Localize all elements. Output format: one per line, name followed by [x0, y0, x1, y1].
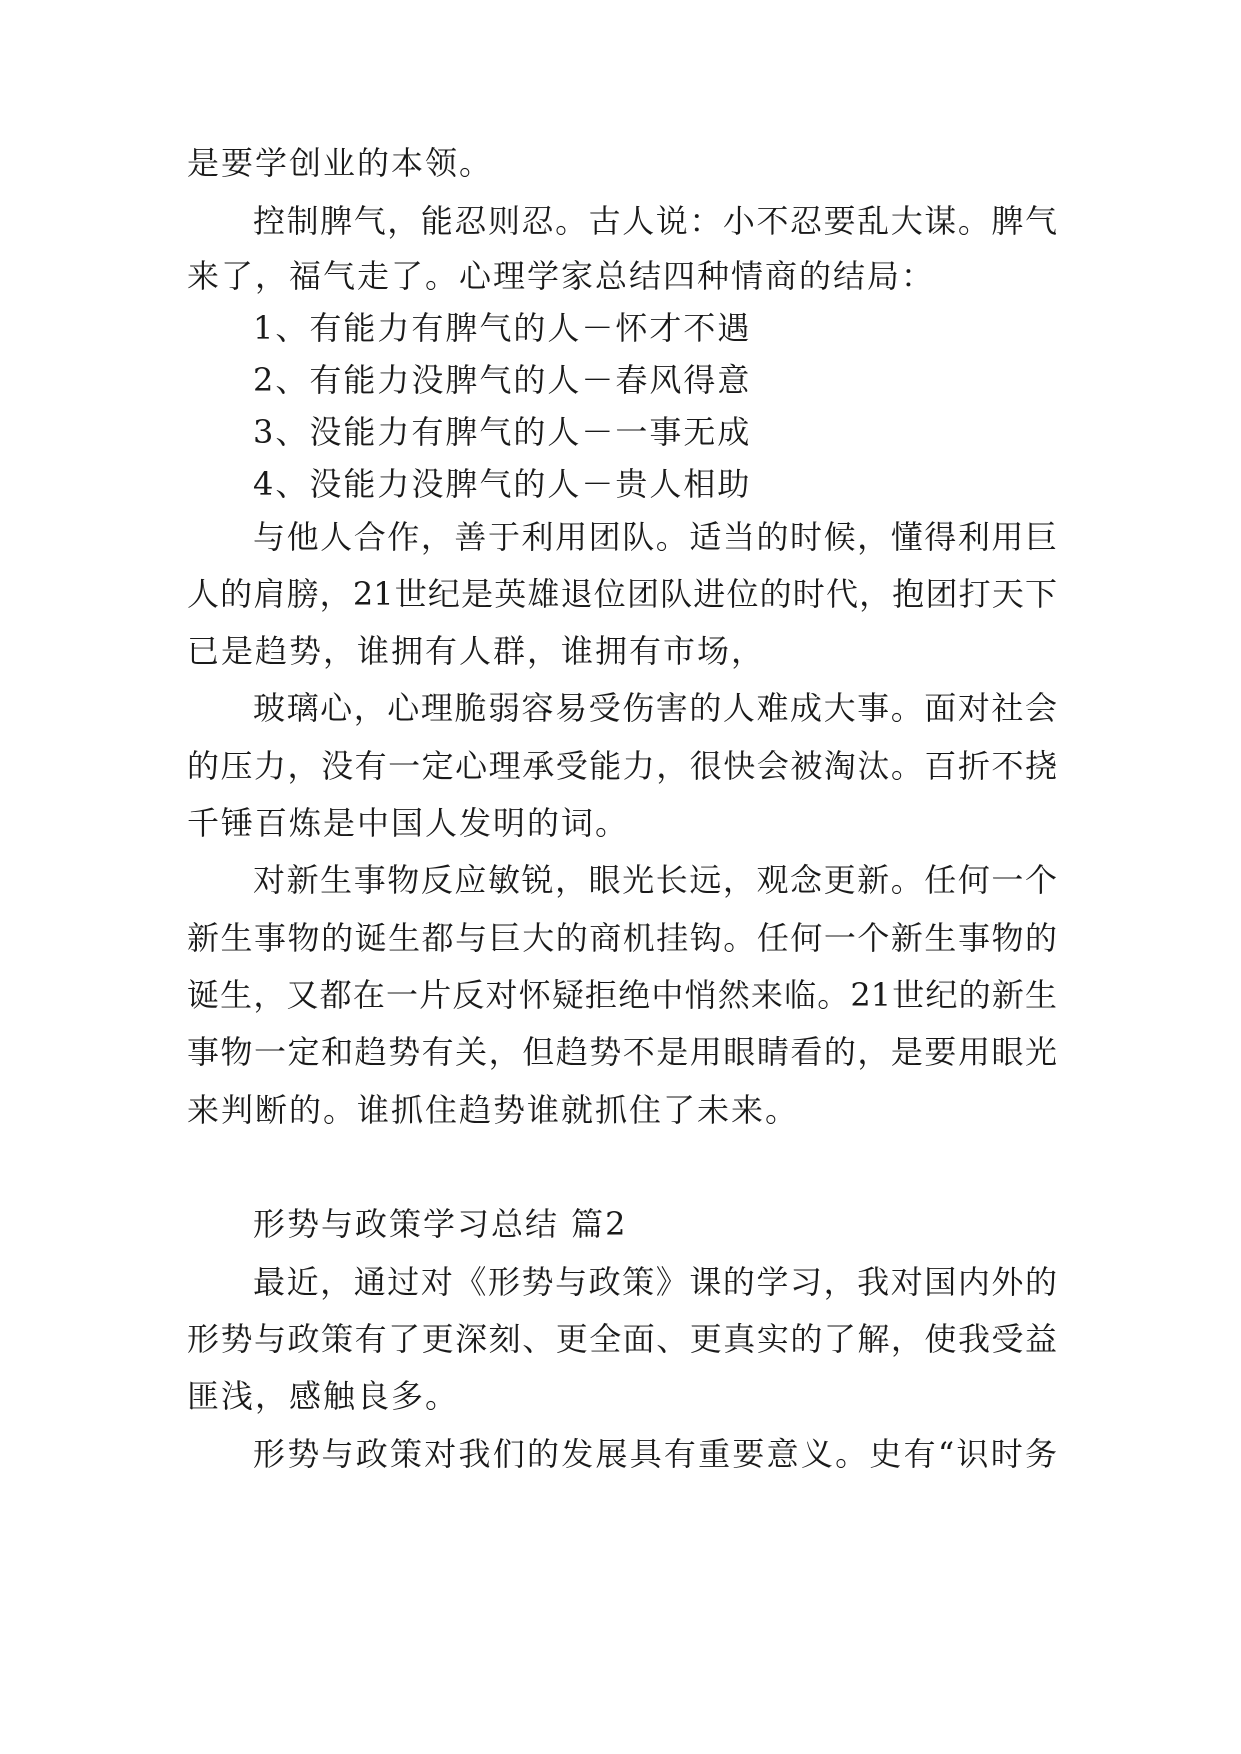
text-line: 来了，福气走了。心理学家总结四种情商的结局： [187, 257, 936, 295]
list-item: 4、没能力没脾气的人－贵人相助 [253, 465, 752, 503]
paragraph-line: 控制脾气，能忍则忍。古人说：小不忍要乱大谋。脾气 [253, 202, 1057, 240]
section-heading: 形势与政策学习总结 篇2 [253, 1205, 628, 1243]
paragraph-line: 玻璃心，心理脆弱容易受伤害的人难成大事。面对社会 [253, 689, 1057, 727]
list-item: 3、没能力有脾气的人－一事无成 [253, 413, 752, 451]
text-line: 是要学创业的本领。 [187, 144, 494, 182]
text-line: 诞生，又都在一片反对怀疑拒绝中悄然来临。21世纪的新生 [187, 976, 1057, 1014]
paragraph-line: 对新生事物反应敏锐，眼光长远，观念更新。任何一个 [253, 861, 1057, 899]
paragraph-line: 最近，通过对《形势与政策》课的学习，我对国内外的 [253, 1263, 1057, 1301]
list-item: 2、有能力没脾气的人－春风得意 [253, 361, 752, 399]
text-line: 事物一定和趋势有关，但趋势不是用眼睛看的，是要用眼光 [187, 1033, 1057, 1071]
text-line: 已是趋势，谁拥有人群，谁拥有市场， [187, 632, 766, 670]
text-line: 的压力，没有一定心理承受能力，很快会被淘汰。百折不挠 [187, 747, 1057, 785]
text-line: 新生事物的诞生都与巨大的商机挂钩。任何一个新生事物的 [187, 919, 1057, 957]
list-item: 1、有能力有脾气的人－怀才不遇 [253, 309, 752, 347]
text-line: 千锤百炼是中国人发明的词。 [187, 804, 630, 842]
text-line: 匪浅，感触良多。 [187, 1377, 460, 1415]
text-line: 形势与政策有了更深刻、更全面、更真实的了解，使我受益 [187, 1320, 1057, 1358]
paragraph-line: 形势与政策对我们的发展具有重要意义。史有“识时务 [253, 1435, 1057, 1473]
text-line: 来判断的。谁抓住趋势谁就抓住了未来。 [187, 1091, 800, 1129]
paragraph-line: 与他人合作，善于利用团队。适当的时候，懂得利用巨 [253, 518, 1057, 556]
text-line: 人的肩膀，21世纪是英雄退位团队进位的时代，抱团打天下 [187, 575, 1057, 613]
